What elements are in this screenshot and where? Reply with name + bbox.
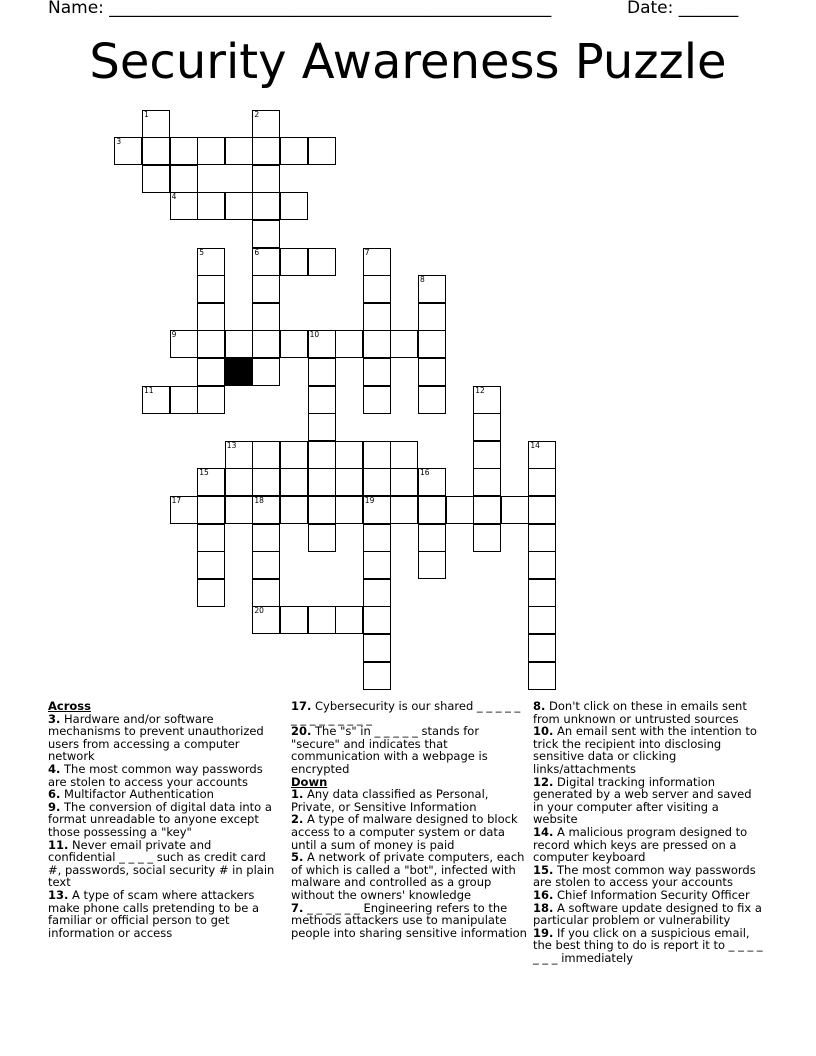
grid-cell[interactable] (197, 358, 225, 386)
grid-cell[interactable] (197, 303, 225, 331)
grid-cell[interactable] (473, 468, 501, 496)
grid-cell[interactable] (528, 468, 556, 496)
grid-cell[interactable] (390, 496, 418, 524)
clue-number: 20 (254, 606, 264, 616)
grid-cell[interactable] (335, 468, 363, 496)
down-clue: 18. A software update designed to fix a particular problem or vulnerability (533, 900, 762, 928)
clue-number: 17 (171, 496, 182, 505)
grid-cell[interactable] (197, 386, 225, 414)
grid-cell[interactable] (197, 524, 225, 552)
grid-cell[interactable] (170, 386, 198, 414)
grid-cell[interactable] (473, 496, 501, 524)
grid-cell[interactable] (252, 192, 280, 220)
down-clue: 5. A network of private computers, each of which is called a "bot", infected with malware and controlled as a group without the owners' knowledge (291, 850, 525, 902)
clue-number: 4 (171, 192, 177, 202)
grid-cell[interactable] (252, 275, 280, 303)
clues-column-1 (48, 700, 276, 939)
grid-cell[interactable] (363, 358, 391, 386)
grid-cell[interactable] (252, 330, 280, 358)
grid-cell[interactable] (197, 275, 225, 303)
clue-number: 10 (309, 330, 320, 340)
grid-cell[interactable] (363, 303, 391, 331)
down-clue: 8. Don't click on these in emails sent from unknown or untrusted sources (533, 699, 747, 726)
grid-cell[interactable] (446, 496, 474, 524)
grid-cell[interactable] (418, 358, 446, 386)
grid-cell[interactable] (418, 551, 446, 579)
grid-cell[interactable] (197, 496, 225, 524)
grid-cell[interactable] (225, 496, 253, 524)
grid-cell[interactable] (308, 137, 336, 165)
grid-cell[interactable] (363, 386, 391, 414)
across-clue: 9. The conversion of digital data into a format unreadable to anyone except those possessing a "key" (48, 799, 272, 839)
clue-number: 19 (364, 496, 375, 505)
across-heading: Across (48, 699, 91, 713)
grid-cell[interactable] (252, 303, 280, 331)
across-clue: 3. Hardware and/or software mechanisms to prevent unauthorized users from accessing a computer network (48, 711, 264, 764)
grid-cell[interactable] (225, 137, 253, 165)
grid-cell[interactable] (252, 358, 280, 386)
across-clue: 6. Multifactor Authentication (48, 787, 214, 802)
down-clue: 16. Chief Information Security Officer (533, 887, 750, 902)
grid-cell[interactable] (528, 496, 556, 524)
grid-cell[interactable] (197, 579, 225, 607)
grid-cell[interactable] (418, 330, 446, 358)
grid-cell[interactable] (390, 330, 418, 358)
clue-number: 9 (171, 330, 177, 340)
clues-column-3 (533, 700, 765, 964)
grid-cell[interactable] (363, 634, 391, 662)
clue-number: 8 (420, 275, 425, 285)
grid-cell[interactable] (170, 137, 198, 165)
down-clue: 1. Any data classified as Personal, Private, or Sensitive Information (291, 787, 489, 814)
grid-cell[interactable] (225, 330, 253, 358)
clue-number: 3 (116, 137, 122, 147)
grid-cell[interactable] (473, 441, 501, 469)
grid-cell[interactable] (308, 248, 336, 276)
clue-number: 5 (199, 247, 204, 257)
grid-cell[interactable] (363, 524, 391, 552)
grid-cell[interactable] (335, 441, 363, 469)
grid-cell[interactable] (252, 441, 280, 469)
grid-cell[interactable] (473, 413, 501, 441)
grid-cell-black (225, 358, 253, 386)
grid-cell[interactable] (363, 579, 391, 607)
clue-number: 1 (144, 109, 149, 119)
clue-number: 6 (254, 247, 260, 257)
grid-cell[interactable] (335, 606, 363, 634)
grid-cell[interactable] (308, 413, 336, 441)
grid-cell[interactable] (335, 496, 363, 524)
grid-cell[interactable] (528, 606, 556, 634)
across-clue: 4. The most common way passwords are stolen to access your accounts (48, 761, 263, 789)
grid-cell[interactable] (363, 330, 391, 358)
grid-cell[interactable] (252, 220, 280, 248)
grid-cell[interactable] (252, 165, 280, 193)
grid-cell[interactable] (418, 303, 446, 331)
grid-cell[interactable] (170, 165, 198, 193)
grid-cell[interactable] (252, 551, 280, 579)
grid-cell[interactable] (363, 606, 391, 634)
grid-cell[interactable] (280, 192, 308, 220)
grid-cell[interactable] (363, 662, 391, 690)
clue-number: 15 (199, 468, 209, 478)
down-clue: 10. An email sent with the intention to trick the recipient into disclosing sensitive data or clicking links/attachments (533, 724, 757, 776)
down-clue: 15. The most common way passwords are stolen to access your accounts (533, 862, 756, 890)
across-clue: 20. The "s" in _ _ _ _ _ stands for "secure" and indicates that communication with a webpage is encrypted (291, 724, 488, 776)
grid-cell[interactable] (252, 579, 280, 607)
grid-cell[interactable] (252, 468, 280, 496)
down-heading: Down (291, 774, 328, 789)
grid-cell[interactable] (280, 330, 308, 358)
clue-number: 2 (254, 109, 260, 119)
grid-cell[interactable] (197, 137, 225, 165)
grid-cell[interactable] (142, 137, 170, 165)
grid-cell[interactable] (418, 496, 446, 524)
date-field[interactable]: Date: _______ (627, 0, 739, 18)
down-clue: 7. _ _ _ _ _ _ Engineering refers to the methods attackers use to manipulate people into sharing sensitive information (291, 900, 527, 940)
grid-cell[interactable] (280, 606, 308, 634)
clue-number: 11 (144, 385, 154, 395)
grid-cell[interactable] (308, 441, 336, 469)
clue-number: 16 (420, 468, 430, 478)
clue-number: 13 (226, 440, 237, 450)
grid-cell[interactable] (280, 496, 308, 524)
page-title: Security Awareness Puzzle (89, 34, 727, 90)
grid-cell[interactable] (252, 137, 280, 165)
grid-cell[interactable] (280, 468, 308, 496)
grid-cell[interactable] (335, 330, 363, 358)
grid-cell[interactable] (197, 330, 225, 358)
grid-cell[interactable] (528, 662, 556, 690)
grid-cell[interactable] (390, 468, 418, 496)
name-field[interactable]: Name: ____________________________________________________ (48, 0, 552, 18)
down-clue: 12. Digital tracking information generated by a web server and saved in your computer after visiting a website (533, 774, 752, 827)
down-clue: 14. A malicious program designed to record which keys are pressed on a computer keyboard (533, 824, 748, 865)
grid-cell[interactable] (528, 579, 556, 607)
grid-cell[interactable] (528, 634, 556, 662)
down-clue: 19. If you click on a suspicious email, the best thing to do is report it to _ _ _ _ _ _ _ immediately (533, 925, 763, 965)
grid-cell[interactable] (308, 524, 336, 552)
grid-cell[interactable] (363, 275, 391, 303)
grid-cell[interactable] (252, 524, 280, 552)
grid-cell[interactable] (501, 496, 529, 524)
across-clue: 11. Never email private and confidential _ _ _ _ such as credit card #, passwords, social security # in plain text (48, 837, 275, 890)
grid-cell[interactable] (308, 468, 336, 496)
clues-column-2 (291, 700, 527, 939)
grid-cell[interactable] (363, 468, 391, 496)
grid-cell[interactable] (418, 386, 446, 414)
grid-cell[interactable] (308, 496, 336, 524)
grid-cell[interactable] (308, 386, 336, 414)
clue-number: 14 (530, 440, 540, 450)
grid-cell[interactable] (197, 192, 225, 220)
grid-cell[interactable] (197, 551, 225, 579)
grid-cell[interactable] (418, 524, 446, 552)
grid-cell[interactable] (473, 524, 501, 552)
grid-cell[interactable] (528, 524, 556, 552)
grid-cell[interactable] (225, 468, 253, 496)
across-clue: 13. A type of scam where attackers make phone calls pretending to be a familiar or official person to get information or access (48, 887, 260, 940)
grid-cell[interactable] (280, 137, 308, 165)
grid-cell[interactable] (280, 248, 308, 276)
grid-cell[interactable] (308, 606, 336, 634)
clue-number: 7 (364, 247, 370, 257)
grid-cell[interactable] (528, 551, 556, 579)
grid-cell[interactable] (363, 551, 391, 579)
clue-number: 18 (254, 496, 264, 505)
down-clue: 2. A type of malware designed to block access to a computer system or data until a sum of money is paid (291, 812, 518, 852)
grid-cell[interactable] (363, 441, 391, 469)
clue-number: 12 (475, 385, 485, 395)
grid-cell[interactable] (225, 192, 253, 220)
across-clue: 17. Cybersecurity is our shared _ _ _ _ _ _ _ _ _ _ _ _ _ _ (291, 699, 521, 726)
grid-cell[interactable] (390, 441, 418, 469)
grid-cell[interactable] (308, 358, 336, 386)
grid-cell[interactable] (280, 441, 308, 469)
grid-cell[interactable] (142, 165, 170, 193)
